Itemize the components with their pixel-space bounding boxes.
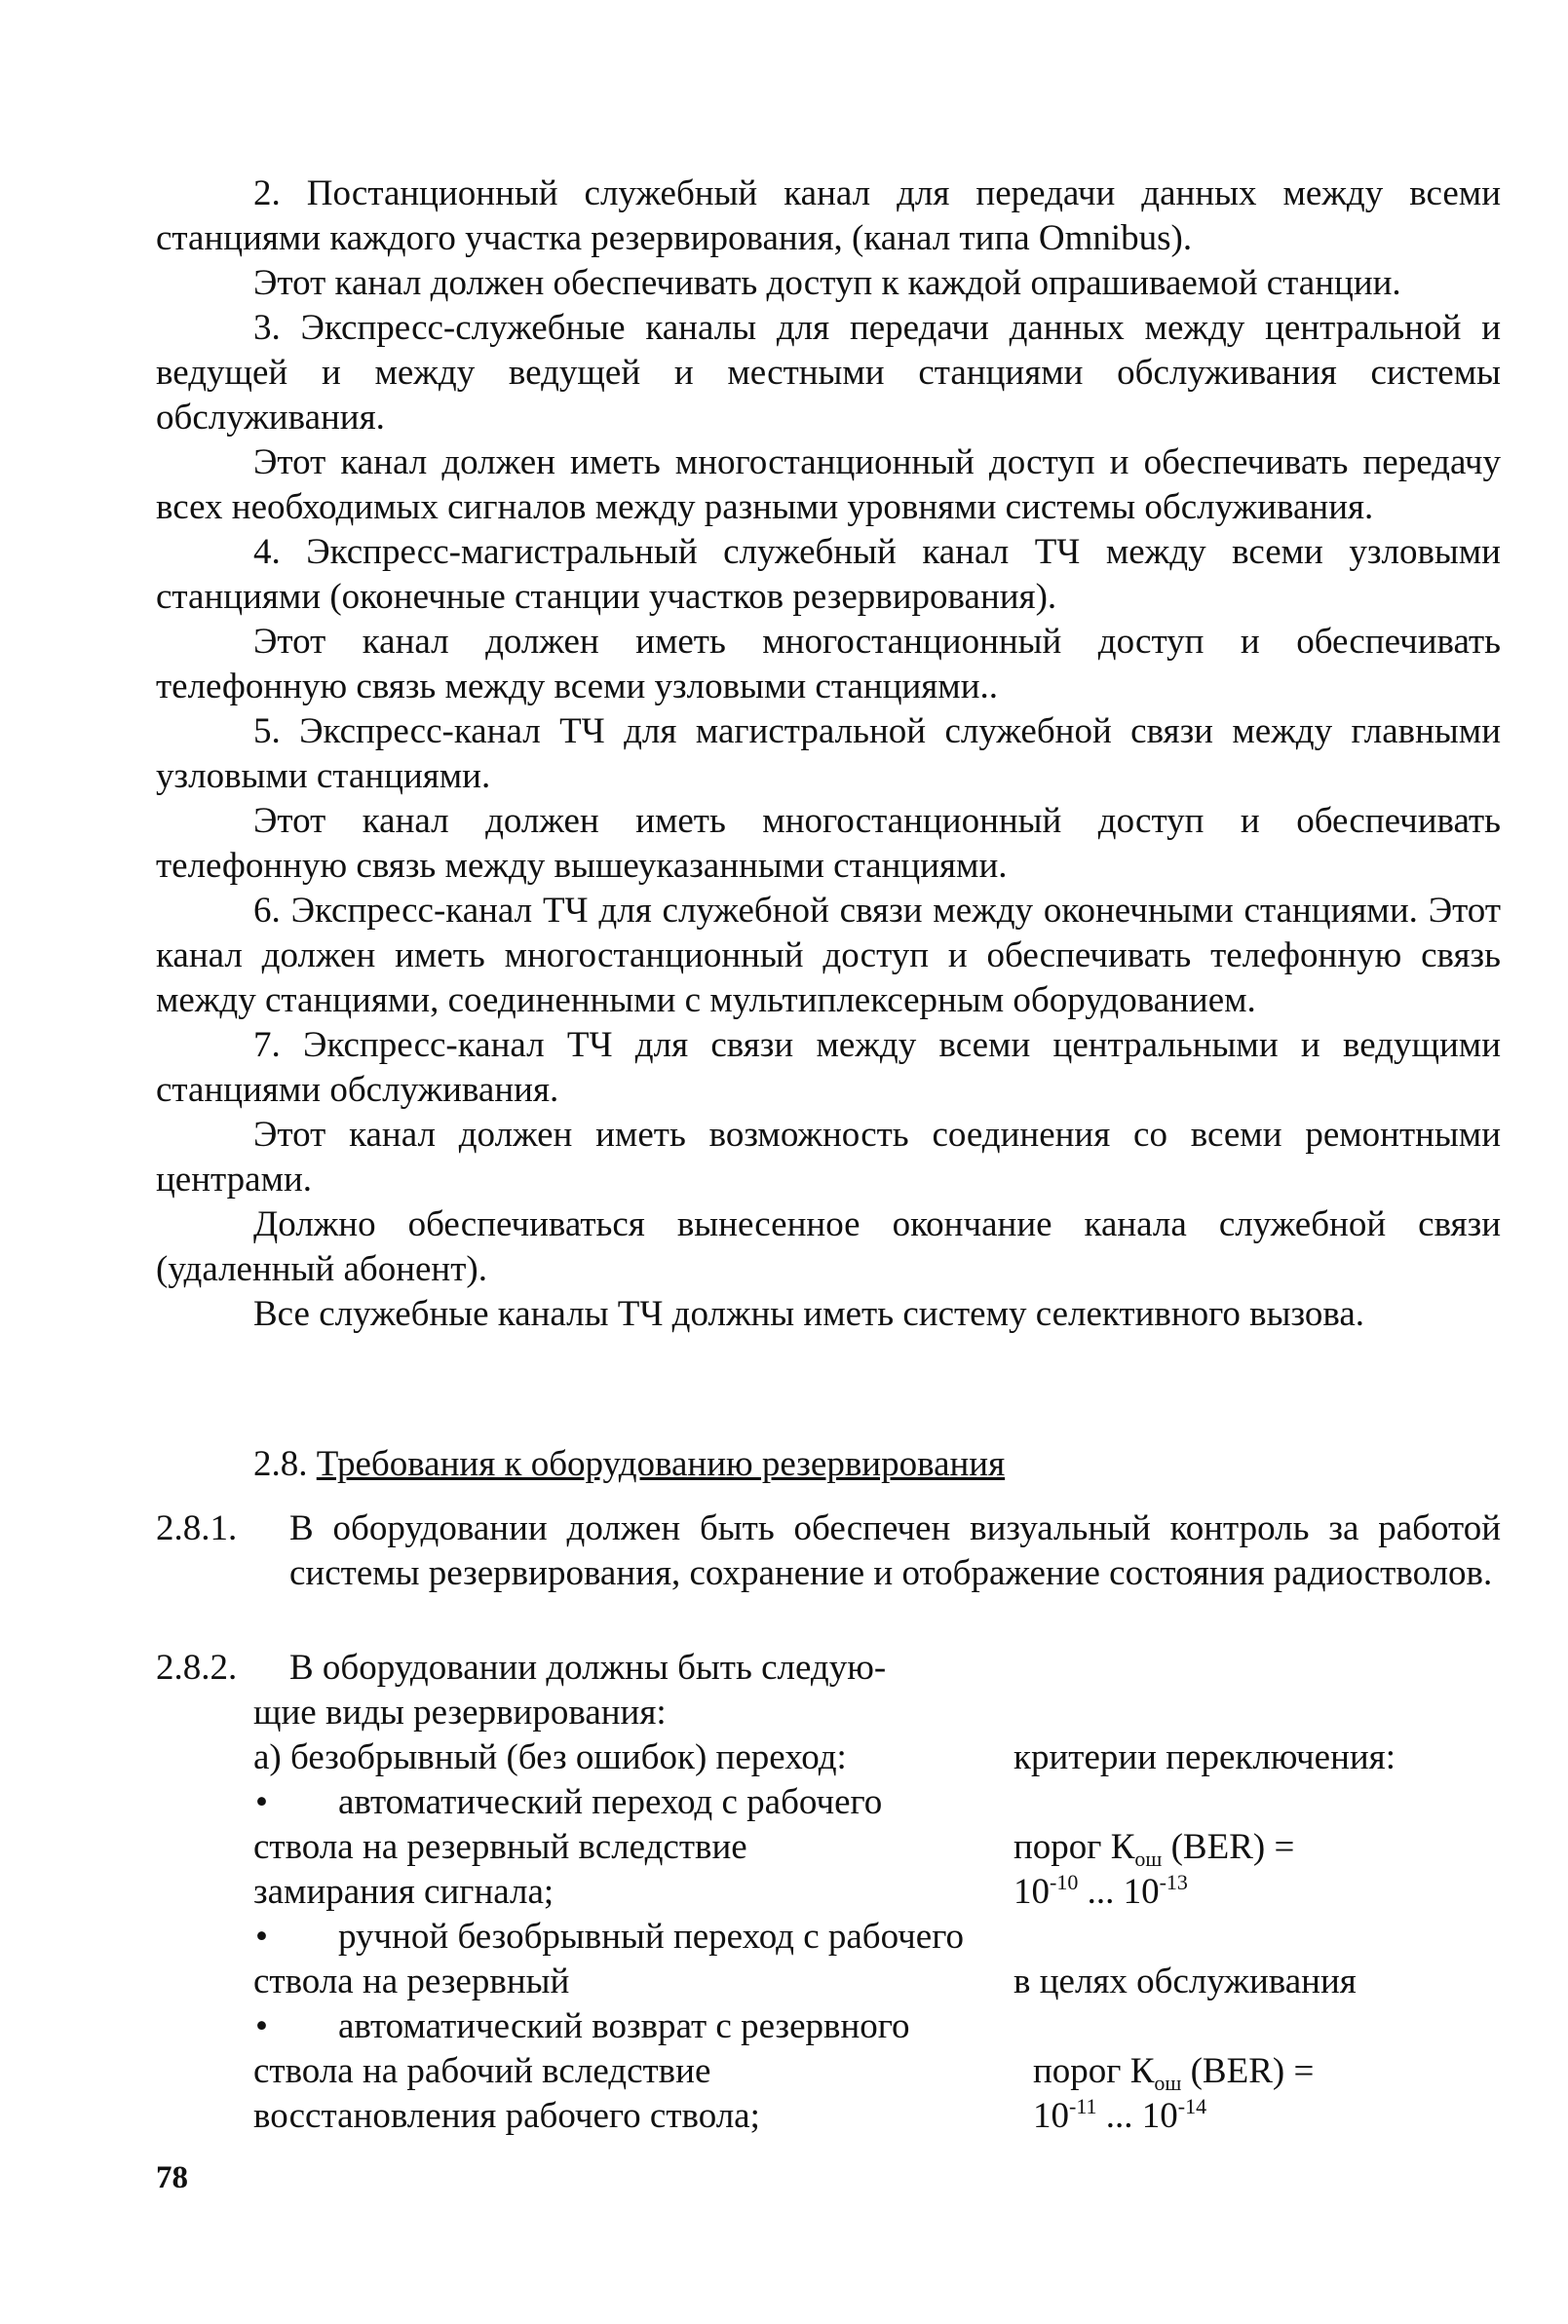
bullet-2-line2: ствола на резервный (253, 1962, 570, 2001)
bullet-3-criterion: порог $К_{ош}$ (BER) = (1033, 2051, 1315, 2095)
paragraph-7-note: Этот канал должен иметь возможность соединения со всеми ремонтными центрами. (156, 1115, 1501, 1200)
body-text (156, 171, 1501, 1337)
paragraph-4-note: Этот канал должен иметь многостанционный доступ и обеспечивать телефонную связь между всеми узловыми станциями.. (156, 622, 1501, 706)
item-2-8-1-text: В оборудовании должен быть обеспечен визуальный контроль за работой системы резервирования, сохранение и отображение состояния радиостволов. (289, 1508, 1501, 1593)
paragraph-5: 5. Экспресс-канал ТЧ для магистральной служебной связи между главными узловыми станциями. (156, 711, 1501, 796)
sub-item-a: а) безобрывный (без ошибок) переход: (253, 1737, 847, 1777)
item-2-8-1-number: 2.8.1. (156, 1508, 238, 1548)
section-heading (253, 1442, 1005, 1487)
bullet-1-criterion: порог $К_{ош}$ (BER) = (1013, 1827, 1295, 1871)
item-2-8-2-line2: щие виды резервирования: (253, 1693, 667, 1733)
paragraph-2-note: Этот канал должен обеспечивать доступ к каждой опрашиваемой станции. (253, 263, 1401, 303)
criteria-header: критерии переключения: (1013, 1737, 1396, 1777)
bullet-2-criterion: в целях обслуживания (1013, 1962, 1357, 2001)
paragraph-4: 4. Экспресс-магистральный служебный канал ТЧ между всеми узловыми станциями (оконечные станции участков резервирования). (156, 532, 1501, 617)
paragraph-5-note: Этот канал должен иметь многостанционный доступ и обеспечивать телефонную связь между вышеуказанными станциями. (156, 801, 1501, 886)
bullet-marker-2: • (255, 1917, 268, 1957)
item-2-8-2-number: 2.8.2. (156, 1648, 238, 1688)
paragraph-3-note: Этот канал должен иметь многостанционный доступ и обеспечивать передачу всех необходимых сигналов между разными уровнями системы обслуживания. (156, 442, 1501, 527)
bullet-3-line3: восстановления рабочего ствола; (253, 2096, 760, 2136)
bullet-marker-3: • (255, 2006, 268, 2046)
bullet-1-line2: ствола на резервный вследствие (253, 1827, 747, 1867)
bullet-3-line1: автоматический возврат с резервного (338, 2006, 910, 2046)
bullet-1-ber-range: $10^{-10}$ ... $10^{-13}$ (1013, 1870, 1188, 1912)
bullet-3-line2: ствола на рабочий вследствие (253, 2051, 711, 2091)
bullet-marker-1: • (255, 1782, 268, 1822)
paragraph-2: 2. Постанционный служебный канал для передачи данных между всеми станциями каждого участка резервирования, (канал типа Omnibus). (156, 173, 1501, 258)
paragraph-7: 7. Экспресс-канал ТЧ для связи между всеми центральными и ведущими станциями обслуживания. (156, 1025, 1501, 1110)
item-2-8-2-line1: В оборудовании должны быть следую- (289, 1648, 887, 1688)
bullet-3-ber-range: $10^{-11}$ ... $10^{-14}$ (1033, 2094, 1207, 2136)
paragraph-3: 3. Экспресс-служебные каналы для передачи данных между центральной и ведущей и между ведущей и местными станциями обслуживания системы обслуживания. (156, 308, 1501, 438)
section-title: Требования к оборудованию резервирования (316, 1444, 1006, 1484)
paragraph-6: 6. Экспресс-канал ТЧ для служебной связи между оконечными станциями. Этот канал должен иметь многостанционный доступ и обеспечивать телефонную связь между станциями, соединенными с мультиплексерным оборудованием. (156, 891, 1501, 1020)
paragraph-selective-call: Все служебные каналы ТЧ должны иметь систему селективного вызова. (253, 1294, 1365, 1334)
section-number: 2.8. (253, 1444, 308, 1484)
bullet-1-line3: замирания сигнала; (253, 1872, 555, 1912)
bullet-2-line1: ручной безобрывный переход с рабочего (338, 1917, 964, 1957)
page-number: 78 (156, 2160, 188, 2195)
paragraph-remote-subscriber: Должно обеспечиваться вынесенное окончание канала служебной связи (удаленный абонент). (156, 1204, 1501, 1289)
bullet-1-line1: автоматический переход с рабочего (338, 1782, 883, 1822)
